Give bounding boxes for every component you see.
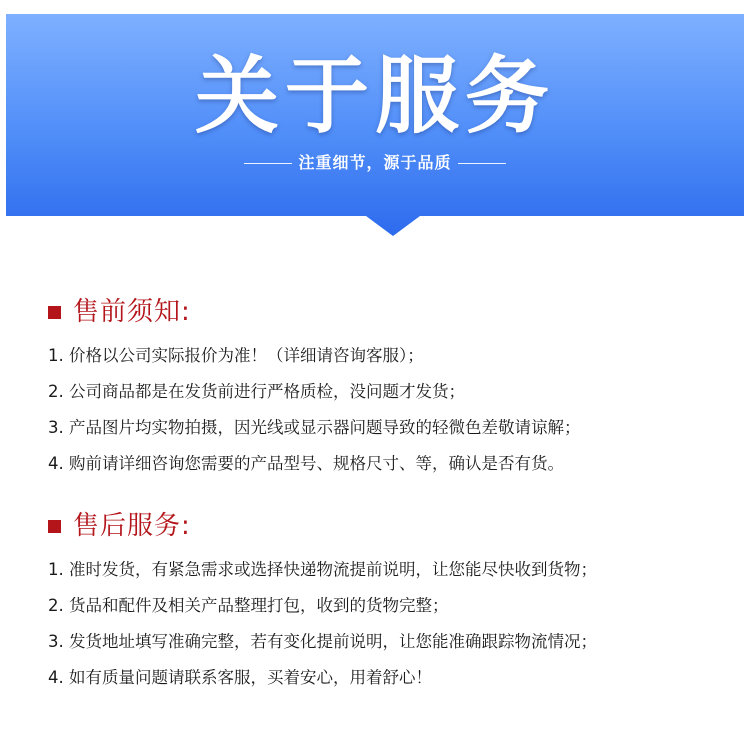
list-item: 1. 价格以公司实际报价为准！（详细请咨询客服）；	[48, 346, 424, 365]
list-item: 4. 如有质量问题请联系客服，买着安心，用着舒心！	[48, 668, 432, 687]
square-bullet-icon	[48, 306, 61, 319]
list-item: 3. 产品图片均实物拍摄，因光线或显示器问题导致的轻微色差敬请谅解；	[48, 418, 581, 437]
presale-header	[48, 292, 728, 332]
aftersale-section	[48, 506, 728, 696]
banner-title: 关于服务	[194, 47, 555, 145]
square-bullet-icon	[48, 520, 61, 533]
header-banner	[0, 0, 750, 240]
aftersale-header	[48, 506, 728, 546]
subtitle-right-line	[458, 163, 506, 164]
banner-subtitle: 注重细节，源于品质	[298, 153, 452, 172]
list-item: 2. 公司商品都是在发货前进行严格质检，没问题才发货；	[48, 382, 465, 401]
list-item: 1. 准时发货，有紧急需求或选择快递物流提前说明，让您能尽快收到货物；	[48, 560, 597, 579]
list-item: 2. 货品和配件及相关产品整理打包，收到的货物完整；	[48, 596, 449, 615]
presale-section	[48, 292, 728, 482]
list-item: 4. 购前请详细咨询您需要的产品型号、规格尺寸、等，确认是否有货。	[48, 454, 564, 473]
presale-list	[48, 338, 728, 482]
aftersale-title: 售后服务:	[73, 511, 191, 541]
presale-title: 售前须知:	[73, 297, 191, 327]
banner-subtitle-row	[0, 150, 750, 176]
list-item: 3. 发货地址填写准确完整，若有变化提前说明，让您能准确跟踪物流情况；	[48, 632, 597, 651]
aftersale-list	[48, 552, 728, 696]
subtitle-left-line	[244, 163, 292, 164]
